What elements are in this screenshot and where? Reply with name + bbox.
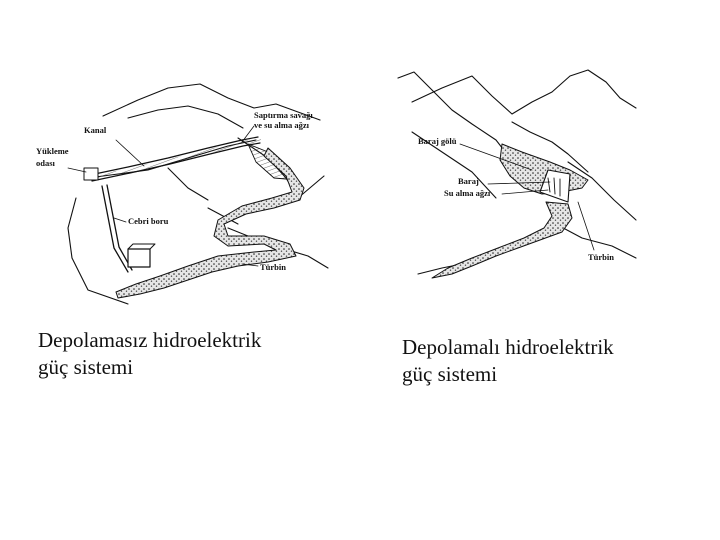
mountain-ridge xyxy=(412,70,636,114)
label-turbine: Türbin xyxy=(588,252,614,262)
caption-run-of-river xyxy=(38,327,338,381)
caption-line: güç sistemi xyxy=(402,362,498,386)
caption-line: Depolamalı hidroelektrik xyxy=(402,335,614,359)
valley-slope xyxy=(68,198,128,304)
label-penstock: Cebri boru xyxy=(128,216,169,226)
run-of-river-diagram xyxy=(28,58,348,308)
canal-hatch xyxy=(92,140,259,178)
leader-line xyxy=(68,168,86,172)
mountain-ridge xyxy=(568,162,636,220)
caption-storage xyxy=(402,334,702,388)
label-water-intake: ve su alma ağzı xyxy=(254,120,310,130)
forebay xyxy=(84,168,98,180)
label-water-intake: Su alma ağzı xyxy=(444,188,491,198)
caption-line: Depolamasız hidroelektrik xyxy=(38,328,262,352)
canal xyxy=(90,137,258,175)
label-reservoir: Baraj gölü xyxy=(418,136,457,146)
mountain-ridge xyxy=(128,106,243,128)
label-diversion-weir: Saptırma savağı xyxy=(254,110,313,120)
label-forebay-2: odası xyxy=(36,158,55,168)
label-forebay: Yükleme xyxy=(36,146,69,156)
mountain-ridge xyxy=(168,168,208,200)
caption-line: güç sistemi xyxy=(38,355,134,379)
river xyxy=(432,202,572,278)
label-kanal: Kanal xyxy=(84,125,107,135)
leader-line xyxy=(114,218,126,222)
leader-line xyxy=(116,140,144,166)
leader-line xyxy=(578,202,594,250)
label-turbine: Türbin xyxy=(260,262,286,272)
powerhouse-roof xyxy=(128,244,155,249)
storage-dam-diagram xyxy=(392,62,642,284)
label-dam: Baraj xyxy=(458,176,479,186)
powerhouse xyxy=(128,249,150,267)
